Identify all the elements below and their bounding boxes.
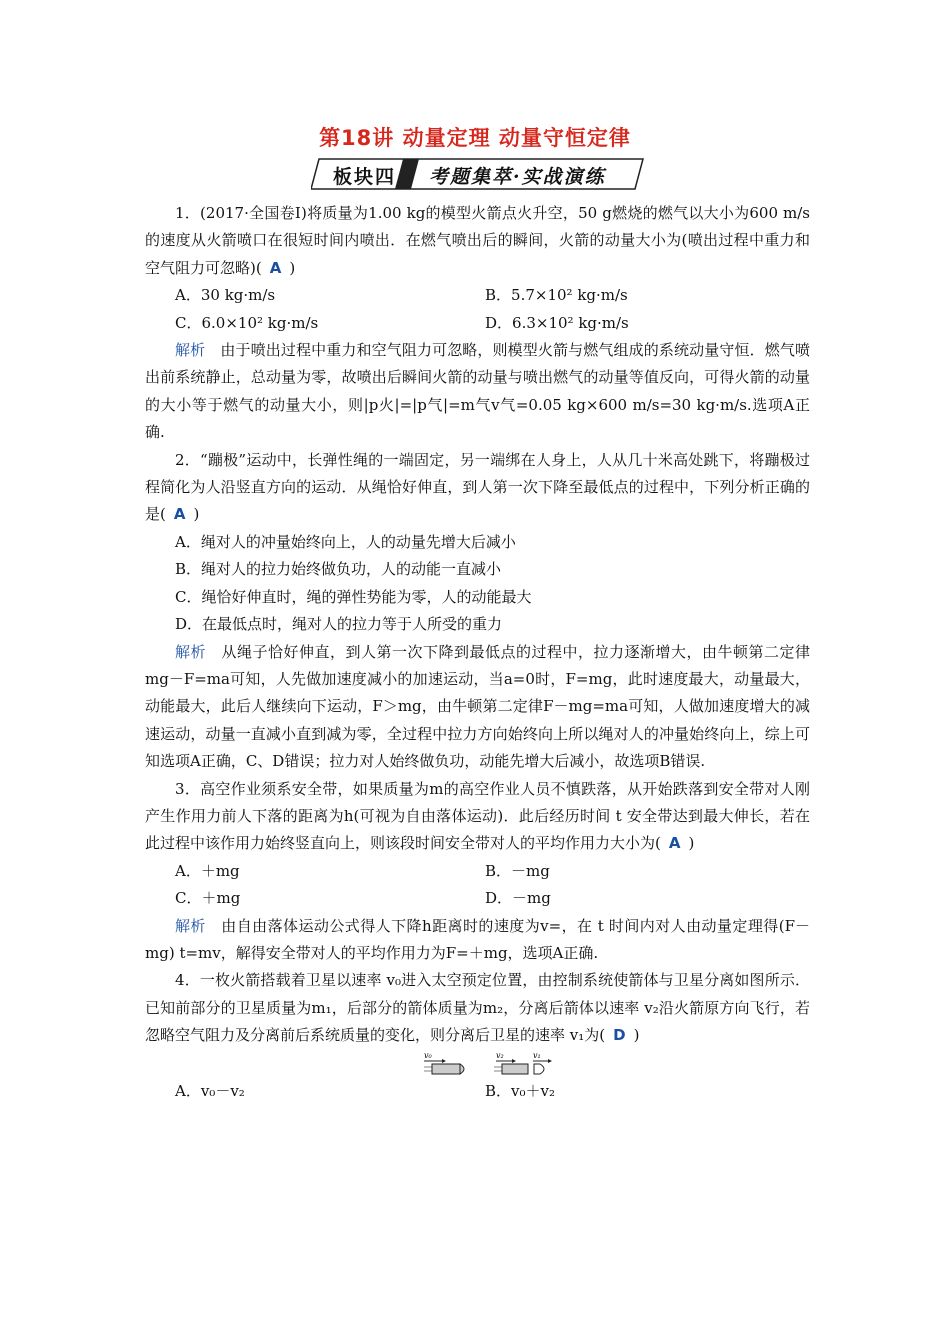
v0-label: v₀ [424,1050,432,1060]
option-a: A．v₀－v₂ [175,1081,245,1100]
rocket-diagram [420,1050,580,1078]
page-title: 第18讲 动量定理 动量守恒定律 [319,126,631,150]
question-3-options [145,858,810,913]
banner-left-label: 板块四 [333,166,397,188]
banner-right-label: 考题集萃·实战演练 [429,166,606,188]
question-2-analysis: 解析 从绳子恰好伸直，到人第一次下降到最低点的过程中，拉力逐渐增大，由牛顿第二定律mg－F=ma可知，人先做加速度减小的加速运动，当a=0时，F=mg，此时速度最大，动量最大，动能最大，此后人继续向下运动，F＞mg，由牛顿第二定律F－mg=ma可知，人做加速度增大的减速运动，动量一直减小直到减为零，全过程中拉力方向始终向上所以绳对人的冲量始终向上，综上可知选项A正确，C、D错误；拉力对人始终做负功，动能先增大后减小，故选项B错误. [145,642,810,771]
analysis-label: 解析 [175,916,206,935]
content-body [145,200,810,1105]
v1-label: v₁ [533,1050,541,1060]
question-2-options [145,529,810,639]
question-1-answer: A [269,258,282,277]
v2-label: v₂ [496,1050,504,1060]
question-2-answer: A [173,505,186,524]
question-4-options [145,1078,810,1105]
option-b: B．v₀＋v₂ [485,1081,555,1100]
option-b: B．绳对人的拉力始终做负功，人的动能一直减小 [175,560,502,579]
option-b: B．5.7×10² kg·m/s [485,286,628,305]
question-4-answer: D [613,1026,626,1045]
question-2-stem: 2．“蹦极”运动中，长弹性绳的一端固定，另一端绑在人身上，人从几十米高处跳下，将蹦极过程简化为人沿竖直方向的运动．从绳恰好伸直，到人第一次下降至最低点的过程中，下列分析正确的是( A ) [145,450,810,524]
option-c: C．绳恰好伸直时，绳的弹性势能为零，人的动能最大 [175,587,532,606]
option-c: C．6.0×10² kg·m/s [175,313,319,332]
question-3-analysis: 解析 由自由落体运动公式得人下降h距离时的速度为v=，在 t 时间内对人由动量定理得(F－mg) t=mv，解得安全带对人的平均作用力为F=＋mg，选项A正确. [145,916,810,962]
rocket-separation-figure [145,1050,810,1078]
option-d: D．6.3×10² kg·m/s [485,313,629,332]
question-1-options [145,282,810,337]
question-3-stem: 3．高空作业须系安全带，如果质量为m的高空作业人员不慎跌落，从开始跌落到安全带对人刚产生作用力前人下落的距离为h(可视为自由落体运动)．此后经历时间 t 安全带达到最大伸长，若在此过程中该作用力始终竖直向上，则该段时间安全带对人的平均作用力大小为( A ) [145,779,810,853]
question-4-stem: 4．一枚火箭搭载着卫星以速率 v₀进入太空预定位置，由控制系统使箭体与卫星分离如图所示．已知前部分的卫星质量为m₁，后部分的箭体质量为m₂，分离后箭体以速率 v₂沿火箭原方向飞行，若忽略空气阻力及分离前后系统质量的变化，则分离后卫星的速率 v₁为( D ) [145,971,810,1045]
option-d: D．在最低点时，绳对人的拉力等于人所受的重力 [175,615,503,634]
question-1-analysis: 解析 由于喷出过程中重力和空气阻力可忽略，则模型火箭与燃气组成的系统动量守恒．燃气喷出前系统静止，总动量为零，故喷出后瞬间火箭的动量与喷出燃气的动量等值反向，可得火箭的动量的大小等于燃气的动量大小，则|p火|=|p气|=m气v气=0.05 kg×600 m/s=30 kg·m/s.选项A正确. [145,341,810,442]
option-a: A．＋mg [175,861,240,880]
analysis-label: 解析 [175,341,206,360]
question-1-stem: 1．(2017·全国卷Ⅰ)将质量为1.00 kg的模型火箭点火升空，50 g燃烧的燃气以大小为600 m/s的速度从火箭喷口在很短时间内喷出．在燃气喷出后的瞬间，火箭的动量大小为(喷出过程中重力和空气阻力可忽略)( A ) [145,204,810,277]
option-b: B．－mg [485,861,550,880]
option-d: D．－mg [485,889,551,908]
option-a: A．绳对人的冲量始终向上，人的动量先增大后减小 [175,532,516,551]
option-c: C．＋mg [175,889,241,908]
option-a: A．30 kg·m/s [175,286,276,305]
question-3-answer: A [668,834,681,853]
analysis-label: 解析 [175,642,206,661]
section-banner [311,157,651,191]
